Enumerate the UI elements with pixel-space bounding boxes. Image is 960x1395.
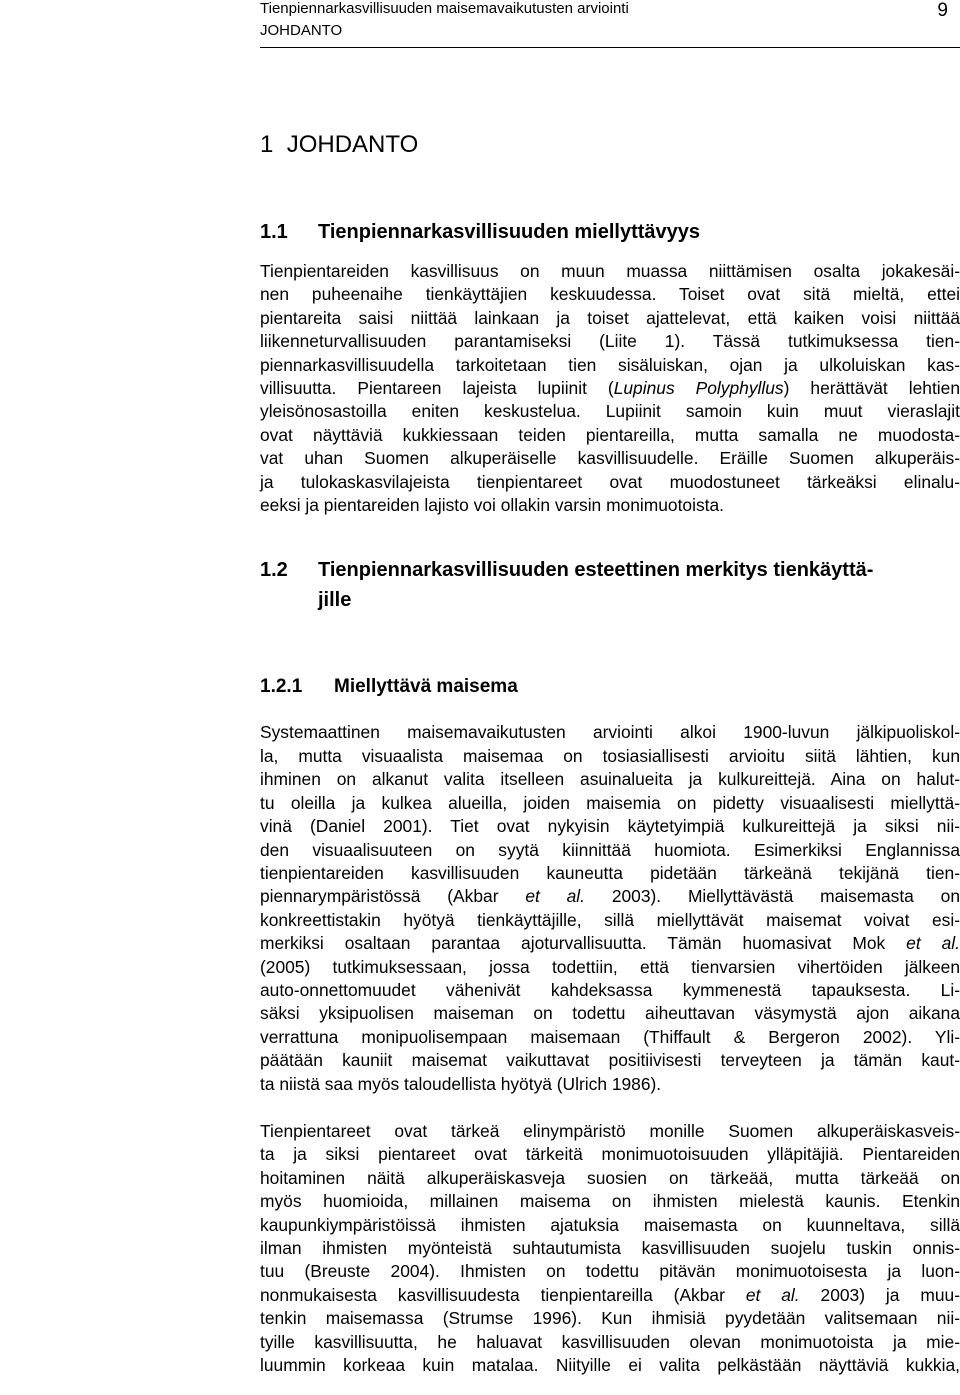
text-line: ja tulokaskasvilajeista tienpientareet ovat muodostuneet tärkeäksi elinalu-: [260, 471, 960, 492]
text-line: tu oleilla ja kulkea alueilla, joiden maisemia on pidetty visuaalisesti miellyttä-: [260, 792, 960, 813]
chapter-heading: [260, 125, 960, 165]
text-line: vat uhan Suomen alkuperäiselle kasvillisuudelle. Eräille Suomen alkuperäis-: [260, 448, 960, 469]
page-number: 9: [937, 0, 948, 21]
text-line: ovat näyttäviä kukkiessaan teiden pientareilla, mutta samalla ne muodosta-: [260, 424, 960, 445]
text-line: la, mutta visuaalista maisemaa on tosiasiallisesti arvioitu siitä lähtien, kun: [260, 745, 960, 766]
text-line: myös huomioida, millainen maisema on ihmisten mielestä kaunis. Etenkin: [260, 1191, 960, 1212]
text-line: eeksi ja pientareiden lajisto voi ollakin varsin monimuotoista.: [260, 495, 724, 516]
running-header: [260, 0, 960, 48]
subsection-title: Miellyttävä maisema: [334, 676, 518, 698]
text-line: [260, 377, 960, 400]
subsection-number: 1.2.1: [260, 676, 303, 698]
et-al: et al.: [525, 886, 585, 907]
section-1-2-heading: [260, 555, 960, 615]
text-line: verrattuna monipuolisempaan maisemaan (Thiffault & Bergeron 2002). Yli-: [260, 1026, 960, 1047]
text-line: luummin korkeaa kuin matalaa. Niityille ei valita pelkästään näyttäviä kukkia,: [260, 1355, 960, 1376]
text-line: ta ja siksi pientareet ovat tärkeitä monimuotoisuuden ylläpitäjiä. Pientareiden: [260, 1144, 960, 1165]
text-line: liikenneturvallisuuden parantamiseksi (Liite 1). Tässä tutkimuksessa tien-: [260, 331, 960, 352]
text-line: vinä (Daniel 2001). Tiet ovat nykyisin käytetyimpiä kulkureittejä ja siksi nii-: [260, 816, 960, 837]
chapter-number: 1: [260, 131, 274, 158]
text-line: Tienpientareet ovat tärkeä elinympäristö monille Suomen alkuperäiskasveis-: [260, 1120, 960, 1141]
text-line: nen puheenaihe tienkäyttäjien keskuudessa. Toiset ovat sitä mieltä, ettei: [260, 284, 960, 305]
text-line: yleisönosastoilla eniten keskustelua. Lupiinit samoin kuin muut vieraslajit: [260, 401, 960, 422]
chapter-title: JOHDANTO: [286, 131, 419, 158]
text-line: päätään kauniit maisemat vaikuttavat positiivisesti terveyteen ja tämän kaut-: [260, 1050, 960, 1071]
section-1-2-1-heading: [260, 673, 960, 701]
text-line: kaupunkiympäristöissä ihmisten ajatuksia maisemasta on kuunneltava, sillä: [260, 1214, 960, 1235]
text-run: villisuutta. Pientareen lajeista lupiinit (: [260, 378, 614, 399]
header-rule: [260, 47, 960, 48]
section-number: 1.1: [260, 221, 288, 243]
text-line: tienpientareiden kasvillisuuden kauneutta pidetään tärkeänä tekijänä tien-: [260, 862, 960, 883]
text-line: auto-onnettomuudet vähenivät kahdeksassa kymmenestä tapauksesta. Li-: [260, 979, 960, 1000]
section-title-line: jille: [318, 589, 352, 612]
text-line: tenkin maisemassa (Strumse 1996). Kun ihmisiä pyydetään valitsemaan nii-: [260, 1308, 960, 1329]
section-title-line: Tienpiennarkasvillisuuden esteettinen merkitys tienkäyttä-: [318, 559, 874, 582]
section-title: Tienpiennarkasvillisuuden miellyttävyys: [318, 221, 701, 243]
text-line: Systemaattinen maisemavaikutusten arviointi alkoi 1900-luvun jälkipuoliskol-: [260, 722, 960, 743]
text-line: den visuaalisuuteen on syytä kiinnittää huomiota. Esimerkiksi Englannissa: [260, 839, 960, 860]
section-1-2-1-paragraph-2: [260, 1120, 960, 1377]
text-run: merkiksi osaltaan parantaa ajoturvallisuutta. Tämän huomasivat Mok: [260, 933, 907, 954]
text-line: säksi yksipuolisen maiseman on todettu aiheuttavan väsymystä ajon aikana: [260, 1003, 960, 1024]
text-line: ilman ihmisten myönteistä suhtautumista kasvillisuuden suojelu tuskin onnis-: [260, 1238, 960, 1258]
text-line: pientareita saisi niittää lainkaan ja toiset ajattelevat, että kaiken voisi niittää: [260, 307, 960, 328]
text-run: piennarympäristössä (Akbar: [260, 886, 526, 907]
text-line: [260, 885, 960, 908]
section-1-1-paragraph: [260, 260, 960, 517]
section-number: 1.2: [260, 559, 288, 582]
text-run: 2003). Miellyttävästä maisemasta on: [585, 886, 960, 907]
et-al: et al.: [745, 1284, 800, 1305]
text-line: konkreettistakin hyötyä tienkäyttäjille, sillä miellyttävät maisemat voivat esi-: [260, 909, 960, 930]
text-line: Tienpientareiden kasvillisuus on muun muassa niittämisen osalta jokakesäi-: [260, 261, 960, 281]
text-line: [260, 1284, 960, 1307]
text-line: [260, 932, 960, 955]
species-name: Lupinus Polyphyllus: [613, 378, 784, 399]
text-line: (2005) tutkimuksessaan, jossa todettiin, että tienvarsien vihertöiden jälkeen: [260, 956, 960, 977]
text-line: ta niistä saa myös taloudellista hyötyä (Ulrich 1986).: [260, 1073, 662, 1094]
header-document-title: Tienpiennarkasvillisuuden maisemavaikutusten arviointi: [260, 0, 629, 17]
header-section-name: JOHDANTO: [260, 22, 343, 39]
et-al: et al.: [906, 933, 960, 954]
text-line: hoitaminen näitä alkuperäiskasveja suosien on tärkeää, mutta tärkeää on: [260, 1167, 960, 1188]
text-run: ) herättävät lehtien: [783, 378, 960, 399]
text-run: nonmukaisesta kasvillisuudesta tienpientareilla (Akbar: [260, 1284, 746, 1305]
text-line: tyille kasvillisuutta, he haluavat kasvillisuuden olevan monimuotoista ja mie-: [260, 1331, 960, 1352]
section-1-2-1-paragraph-1: [260, 721, 960, 1096]
section-1-1-heading: [260, 217, 960, 247]
text-run: 2003) ja muu-: [799, 1284, 960, 1305]
page-body: [260, 125, 960, 1377]
text-line: ihminen on alkanut valita itselleen asuinalueita ja kulkureittejä. Aina on halut-: [260, 769, 960, 790]
text-line: piennarkasvillisuudella tarkoitetaan tien sisäluiskan, ojan ja ulkoluiskan kas-: [260, 354, 960, 375]
text-line: tuu (Breuste 2004). Ihmisten on todettu pitävän monimuotoisesta ja luon-: [260, 1261, 960, 1282]
